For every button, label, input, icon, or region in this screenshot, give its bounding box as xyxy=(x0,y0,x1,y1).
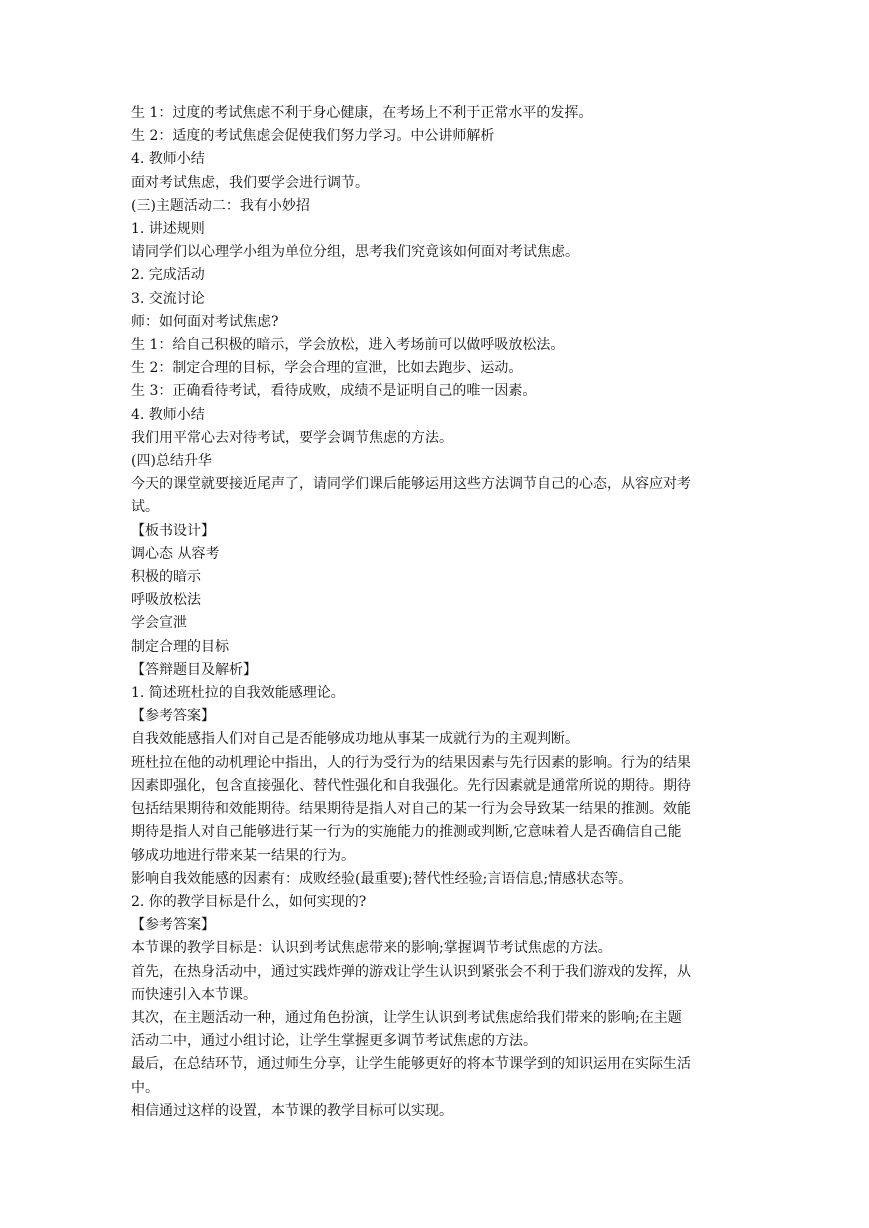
numbered-heading: 4. 教师小结 xyxy=(131,406,205,423)
question-line: 2. 你的教学目标是什么，如何实现的? xyxy=(131,893,367,910)
text-line: 首先，在热身活动中，通过实践炸弹的游戏让学生认识到紧张会不利于我们游戏的发挥，从 xyxy=(131,963,691,980)
text-line: 今天的课堂就要接近尾声了，请同学们课后能够运用这些方法调节自己的心态，从容应对考 xyxy=(131,476,691,493)
text-line: 相信通过这样的设置，本节课的教学目标可以实现。 xyxy=(131,1102,453,1119)
text-line: 本节课的教学目标是：认识到考试焦虑带来的影响;掌握调节考试焦虑的方法。 xyxy=(131,940,612,957)
text-line: 师：如何面对考试焦虑? xyxy=(131,313,279,330)
section-heading: (三)主题活动二：我有小妙招 xyxy=(131,197,310,214)
board-design-line: 调心态 从容考 xyxy=(131,545,220,562)
text-line: 生 1：过度的考试焦虑不利于身心健康，在考场上不利于正常水平的发挥。 xyxy=(131,105,593,121)
board-design-line: 积极的暗示 xyxy=(131,569,201,586)
text-line: 够成功地进行带来某一结果的行为。 xyxy=(131,847,355,864)
bracket-heading: 【参考答案】 xyxy=(131,917,215,934)
numbered-heading: 4. 教师小结 xyxy=(131,151,205,168)
text-line: 我们用平常心去对待考试，要学会调节焦虑的方法。 xyxy=(131,429,453,446)
section-heading: (四)总结升华 xyxy=(131,453,212,470)
text-line: 面对考试焦虑，我们要学会进行调节。 xyxy=(131,174,369,191)
text-line: 活动二中，通过小组讨论，让学生掌握更多调节考试焦虑的方法。 xyxy=(131,1033,537,1050)
text-line: 中。 xyxy=(131,1079,159,1096)
board-design-line: 呼吸放松法 xyxy=(131,592,201,609)
text-line: 生 2：适度的考试焦虑会促使我们努力学习。中公讲师解析 xyxy=(131,128,495,145)
document-page xyxy=(131,102,751,1123)
text-line: 自我效能感指人们对自己是否能够成功地从事某一成就行为的主观判断。 xyxy=(131,731,579,748)
board-design-line: 制定合理的目标 xyxy=(131,638,229,655)
text-line: 期待是指人对自己能够进行某一行为的实施能力的推测或判断,它意味着人是否确信自己能 xyxy=(131,824,682,841)
bracket-heading: 【答辩题目及解析】 xyxy=(131,661,257,678)
bracket-heading: 【参考答案】 xyxy=(131,708,215,725)
text-line: 包括结果期待和效能期待。结果期待是指人对自己的某一行为会导致某一结果的推测。效能 xyxy=(131,801,691,818)
question-line: 1. 简述班杜拉的自我效能感理论。 xyxy=(131,685,345,702)
numbered-heading: 2. 完成活动 xyxy=(131,267,205,284)
text-line: 因素即强化，包含直接强化、替代性强化和自我强化。先行因素就是通常所说的期待。期待 xyxy=(131,777,691,794)
numbered-heading: 1. 讲述规则 xyxy=(131,221,205,238)
text-line: 影响自我效能感的因素有：成败经验(最重要);替代性经验;言语信息;情感状态等。 xyxy=(131,870,633,887)
text-line: 生 3：正确看待考试，看待成败，成绩不是证明自己的唯一因素。 xyxy=(131,383,537,400)
bracket-heading: 【板书设计】 xyxy=(131,522,215,539)
numbered-heading: 3. 交流讨论 xyxy=(131,290,205,307)
text-line: 其次，在主题活动一种，通过角色扮演，让学生认识到考试焦虑给我们带来的影响;在主题 xyxy=(131,1009,682,1026)
board-design-line: 学会宣泄 xyxy=(131,615,187,632)
text-line: 最后，在总结环节，通过师生分享，让学生能够更好的将本节课学到的知识运用在实际生活 xyxy=(131,1056,691,1073)
text-line: 试。 xyxy=(131,499,159,516)
text-line: 生 2：制定合理的目标，学会合理的宣泄，比如去跑步、运动。 xyxy=(131,360,523,377)
text-line: 班杜拉在他的动机理论中指出，人的行为受行为的结果因素与先行因素的影响。行为的结果 xyxy=(131,754,691,771)
text-line: 请同学们以心理学小组为单位分组，思考我们究竟该如何面对考试焦虑。 xyxy=(131,244,579,261)
text-line: 而快速引入本节课。 xyxy=(131,986,257,1003)
text-line: 生 1：给自己积极的暗示，学会放松，进入考场前可以做呼吸放松法。 xyxy=(131,337,565,354)
